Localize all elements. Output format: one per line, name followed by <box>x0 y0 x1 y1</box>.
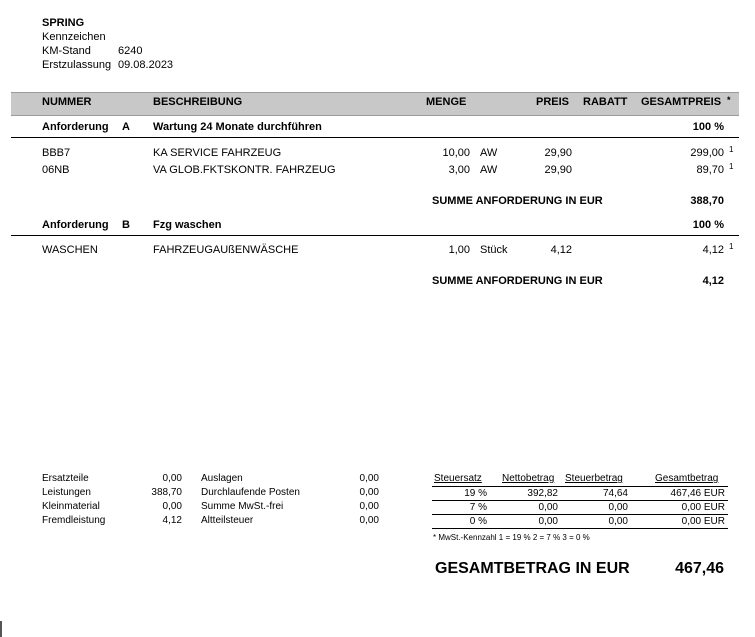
summary-ersatzteile-label: Ersatzteile <box>42 473 89 484</box>
summary-auslagen-value: 0,00 <box>359 473 379 484</box>
tax-row3-tax: 0,00 <box>608 516 628 527</box>
summary-altteilsteuer-value: 0,00 <box>359 515 379 526</box>
plate-label: Kennzeichen <box>42 31 106 43</box>
tax-header-steuerbetrag: Steuerbetrag <box>565 473 623 484</box>
tax-note: * MwSt.-Kennzahl 1 = 19 % 2 = 7 % 3 = 0 % <box>433 533 590 542</box>
section-b-percent: 100 % <box>692 219 724 231</box>
tax-row1-net: 392,82 <box>527 488 558 499</box>
row-a1-nummer: BBB7 <box>42 147 71 159</box>
row-a1-unit: AW <box>480 147 498 159</box>
tax-header-gesamtbetrag: Gesamtbetrag <box>655 473 719 484</box>
header-star: * <box>727 95 731 105</box>
tax-row2-net: 0,00 <box>538 502 558 513</box>
summary-leistungen-value: 388,70 <box>151 487 182 498</box>
summary-leistungen-label: Leistungen <box>42 487 91 498</box>
summary-kleinmaterial-label: Kleinmaterial <box>42 501 100 512</box>
summary-altteilsteuer-label: Altteilsteuer <box>201 515 254 526</box>
section-b-title: Fzg waschen <box>153 219 222 231</box>
tax-header-steuersatz: Steuersatz <box>434 473 482 484</box>
row-b1-nummer: WASCHEN <box>42 244 98 256</box>
section-a-sum-label: SUMME ANFORDERUNG IN EUR <box>432 195 603 207</box>
row-b1-beschreibung: FAHRZEUGAUßENWÄSCHE <box>153 244 299 256</box>
section-a-label: Anforderung <box>42 121 109 133</box>
row-a2-preis: 29,90 <box>544 164 572 176</box>
header-beschreibung: BESCHREIBUNG <box>153 96 243 108</box>
header-nummer: NUMMER <box>42 96 92 108</box>
header-rabatt: RABATT <box>583 96 628 108</box>
table-header-bar <box>11 92 739 116</box>
row-a1-beschreibung: KA SERVICE FAHRZEUG <box>153 147 282 159</box>
summary-kleinmaterial-value: 0,00 <box>162 501 182 512</box>
tax-row1-total: 467,46 EUR <box>670 488 725 499</box>
row-a2-unit: AW <box>480 164 498 176</box>
tax-row1-rate: 19 % <box>464 488 487 499</box>
row-a1-gesamt: 299,00 <box>690 147 724 159</box>
summary-mwstfrei-value: 0,00 <box>359 501 379 512</box>
row-b1-menge: 1,00 <box>448 244 470 256</box>
row-b1-unit: Stück <box>480 244 508 256</box>
tax-row2-tax: 0,00 <box>608 502 628 513</box>
row-b1-gesamt: 4,12 <box>702 244 724 256</box>
row-b1-preis: 4,12 <box>550 244 572 256</box>
section-a-divider <box>11 137 739 138</box>
section-b-sum-value: 4,12 <box>702 275 724 287</box>
row-a2-nummer: 06NB <box>42 164 70 176</box>
page-edge-mark <box>0 621 2 637</box>
section-a-percent: 100 % <box>692 121 724 133</box>
header-preis: PREIS <box>536 96 570 108</box>
row-a2-beschreibung: VA GLOB.FKTSKONTR. FAHRZEUG <box>153 164 336 176</box>
row-a1-vat: 1 <box>729 145 734 154</box>
header-menge: MENGE <box>426 96 467 108</box>
section-b-letter: B <box>122 219 130 231</box>
section-a-sum-value: 388,70 <box>690 195 724 207</box>
tax-row2-divider <box>432 514 728 515</box>
km-value: 6240 <box>118 45 143 57</box>
grand-total-value: 467,46 <box>675 560 724 577</box>
row-a1-preis: 29,90 <box>544 147 572 159</box>
grand-total-label: GESAMTBETRAG IN EUR <box>435 560 630 577</box>
header-gesamtpreis: GESAMTPREIS <box>641 96 722 108</box>
row-a1-menge: 10,00 <box>442 147 470 159</box>
km-label: KM-Stand <box>42 45 91 57</box>
tax-row3-divider <box>432 528 728 529</box>
summary-fremdleistung-label: Fremdleistung <box>42 515 106 526</box>
row-a2-gesamt: 89,70 <box>696 164 724 176</box>
summary-auslagen-label: Auslagen <box>201 473 243 484</box>
section-a-title: Wartung 24 Monate durchführen <box>153 121 322 133</box>
tax-row3-rate: 0 % <box>469 516 487 527</box>
tax-row3-total: 0,00 EUR <box>681 516 725 527</box>
tax-row2-total: 0,00 EUR <box>681 502 725 513</box>
tax-row1-tax: 74,64 <box>602 488 628 499</box>
row-b1-vat: 1 <box>729 242 734 251</box>
vehicle-model: SPRING <box>42 17 85 29</box>
section-a-letter: A <box>122 121 130 133</box>
section-b-label: Anforderung <box>42 219 109 231</box>
summary-fremdleistung-value: 4,12 <box>162 515 182 526</box>
summary-mwstfrei-label: Summe MwSt.-frei <box>201 501 284 512</box>
tax-header-nettobetrag: Nettobetrag <box>502 473 555 484</box>
tax-row1-divider <box>432 500 728 501</box>
summary-durchlaufende-value: 0,00 <box>359 487 379 498</box>
summary-durchlaufende-label: Durchlaufende Posten <box>201 487 300 498</box>
section-b-sum-label: SUMME ANFORDERUNG IN EUR <box>432 275 603 287</box>
registration-label: Erstzulassung <box>42 59 112 71</box>
section-b-divider <box>11 235 739 236</box>
row-a2-vat: 1 <box>729 162 734 171</box>
tax-row2-rate: 7 % <box>469 502 487 513</box>
registration-value: 09.08.2023 <box>118 59 174 71</box>
summary-ersatzteile-value: 0,00 <box>162 473 182 484</box>
tax-header-divider <box>432 486 728 487</box>
tax-row3-net: 0,00 <box>538 516 558 527</box>
row-a2-menge: 3,00 <box>448 164 470 176</box>
